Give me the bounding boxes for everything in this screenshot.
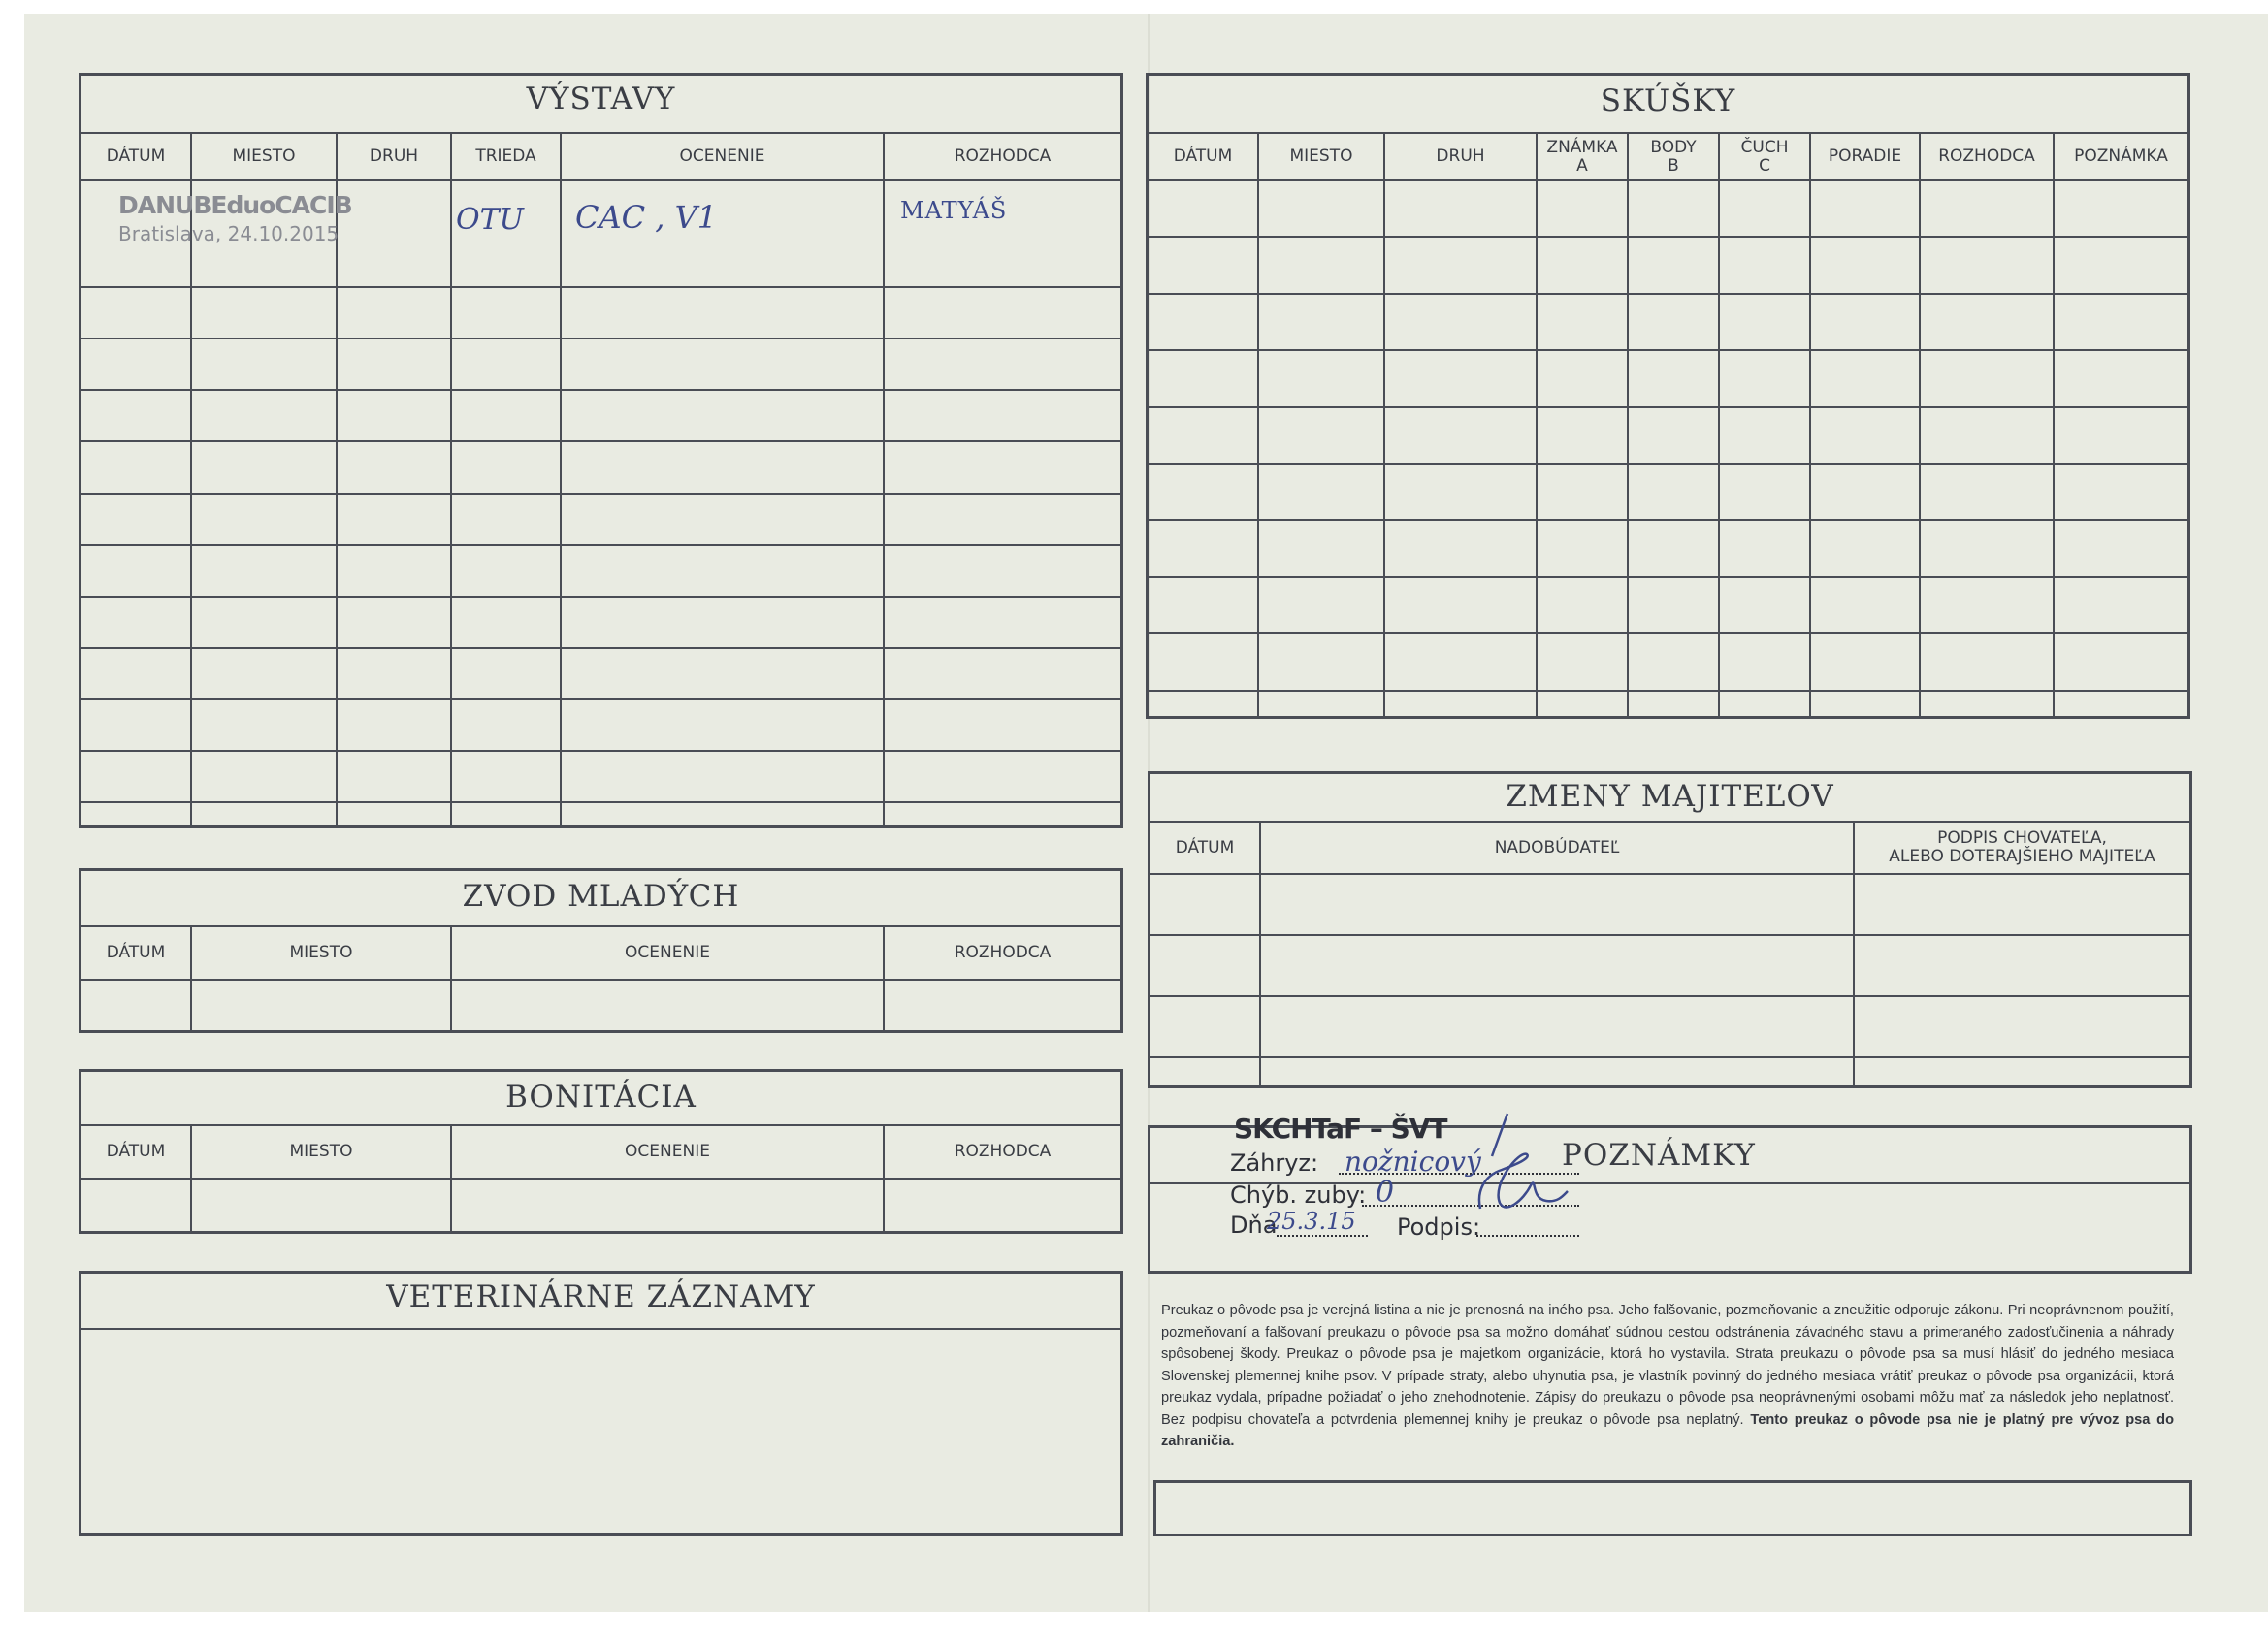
- col-header: OCENENIE: [561, 133, 884, 180]
- stamp-org: SKCHTaF – ŠVT: [1234, 1113, 1447, 1145]
- stamp-dna-label: Dňa: [1230, 1212, 1278, 1239]
- entry-class-cell: [451, 180, 561, 287]
- stamp-dna-dots: [1277, 1235, 1368, 1237]
- col-header: ČUCH C: [1719, 133, 1810, 180]
- zmeny-title: ZMENY MAJITEĽOV: [1506, 779, 1834, 814]
- legal-notice: [1161, 1300, 2174, 1453]
- vystavy-title: VÝSTAVY: [526, 81, 676, 116]
- show-stamp-place-date: Bratislava, 24.10.2015: [118, 222, 340, 245]
- bottom-blank-field: [1153, 1480, 2192, 1536]
- col-header: MIESTO: [191, 133, 337, 180]
- table-row: [81, 597, 1120, 648]
- stamp-zahryz-value: nožnicový: [1345, 1146, 1481, 1178]
- col-header: DRUH: [337, 133, 451, 180]
- legal-text: Preukaz o pôvode psa je verejná listina a nie je prenosná na iného psa. Jeho falšovanie, pozmeňovanie a zneužitie odporuje zákonu. Pri neoprávnenom použití, pozmeňovaní a falšovaní preukazu o pôvode psa sa možno domáhať súdnou cestou odstránenia závadného stavu a primeraného zadosťučinenia a náhrady spôsobenej škody. Preukaz o pôvode psa je majetkom organizácie, ktorá ho vystavila. Strata preukazu o pôvode psa sa musí hlásiť do jedného mesiaca Slovenskej plemennej knihe psov. V prípade straty, alebo uhynutia psa, je vlastník povinný do jedného mesiaca vrátiť preukaz o pôvode psa organizácii, ktorá preukaz vydala, prípadne požiadať o jeho znehodnotenie. Zápisy do preukazu o pôvode psa neoprávnenými osobami môžu mať za následok jeho neplatnosť. Bez podpisu chovateľa a potvrdenia plemennej knihy je preukaz o pôvode psa neplatný.: [1161, 1303, 2174, 1428]
- skusky-header-row: [1149, 133, 2187, 180]
- col-header: NADOBÚDATEĽ: [1260, 822, 1854, 874]
- table-row: [1149, 633, 2187, 690]
- entry-type-cell: [337, 180, 451, 287]
- inspection-stamp: [1230, 1109, 1594, 1254]
- table-row: [1150, 1057, 2189, 1088]
- entry-award-cell: [561, 180, 884, 287]
- col-header: TRIEDA: [451, 133, 561, 180]
- table-row: [1150, 996, 2189, 1057]
- table-row: [81, 648, 1120, 699]
- col-header: ROZHODCA: [884, 133, 1120, 180]
- vystavy-table: [81, 132, 1120, 828]
- table-row: [81, 494, 1120, 545]
- col-header: MIESTO: [191, 1125, 451, 1179]
- table-row: [81, 1179, 1120, 1234]
- col-header: MIESTO: [1258, 133, 1384, 180]
- stamp-podpis-dots: [1476, 1235, 1579, 1237]
- veterinarne-section: [79, 1271, 1123, 1536]
- vystavy-header-row: [81, 133, 1120, 180]
- table-row: [1149, 464, 2187, 520]
- bonitacia-table: [81, 1124, 1120, 1234]
- table-row: [1149, 407, 2187, 464]
- table-row: [1150, 935, 2189, 996]
- table-row: [81, 441, 1120, 493]
- col-header: MIESTO: [191, 926, 451, 980]
- handwritten-signature: [1463, 1094, 1579, 1220]
- entry-judge-cell: [884, 180, 1120, 287]
- show-stamp-name: DANUBEduoCACIB: [118, 191, 352, 219]
- col-header: POZNÁMKA: [2054, 133, 2187, 180]
- col-header: ROZHODCA: [884, 926, 1120, 980]
- table-row: [1150, 874, 2189, 935]
- col-header: OCENENIE: [451, 926, 884, 980]
- entry-award: CAC , V1: [575, 199, 718, 236]
- table-row: [1149, 237, 2187, 293]
- col-header: DÁTUM: [1149, 133, 1258, 180]
- table-row: [1149, 520, 2187, 576]
- col-header: ROZHODCA: [884, 1125, 1120, 1179]
- skusky-title: SKÚŠKY: [1600, 83, 1736, 118]
- legal-export-note: Tento preukaz o pôvode psa nie je platný pre vývoz psa do zahraničia.: [1161, 1411, 2174, 1449]
- col-header: DÁTUM: [81, 1125, 191, 1179]
- table-row: [81, 751, 1120, 802]
- stamp-podpis-label: Podpis:: [1397, 1213, 1481, 1241]
- veterinarne-title: VETERINÁRNE ZÁZNAMY: [386, 1279, 816, 1314]
- table-row: [81, 802, 1120, 828]
- table-row: [81, 287, 1120, 339]
- entry-class: OTU: [456, 203, 524, 237]
- col-header: OCENENIE: [451, 1125, 884, 1179]
- col-header: DÁTUM: [1150, 822, 1260, 874]
- zvod-table: [81, 925, 1120, 1033]
- col-header: DÁTUM: [81, 926, 191, 980]
- vystavy-section: [79, 73, 1123, 828]
- col-header: BODY B: [1628, 133, 1719, 180]
- table-row: [81, 545, 1120, 597]
- table-row: [81, 339, 1120, 390]
- stamp-zuby-label: Chýb. zuby:: [1230, 1181, 1367, 1209]
- table-row: [81, 980, 1120, 1033]
- bonitacia-section: [79, 1069, 1123, 1234]
- table-row: [81, 699, 1120, 751]
- skusky-table: [1149, 132, 2187, 719]
- stamp-zahryz-label: Záhryz:: [1230, 1149, 1319, 1177]
- entry-date-cell: [81, 180, 352, 287]
- col-header: ROZHODCA: [1920, 133, 2054, 180]
- stamp-dna-value: 25.3.15: [1267, 1208, 1356, 1235]
- bonitacia-header-row: [81, 1125, 1120, 1179]
- table-row: [1149, 691, 2187, 719]
- col-header: PORADIE: [1810, 133, 1920, 180]
- col-header: ZNÁMKA A: [1537, 133, 1628, 180]
- entry-judge: MATYÁŠ: [900, 197, 1008, 224]
- stamp-zuby-value: 0: [1376, 1176, 1395, 1210]
- table-row: [1149, 350, 2187, 406]
- zmeny-table: [1150, 821, 2189, 1088]
- veterinarne-divider: [81, 1328, 1120, 1330]
- col-header: PODPIS CHOVATEĽA, ALEBO DOTERAJŠIEHO MAJITEĽA: [1854, 822, 2189, 874]
- zvod-header-row: [81, 926, 1120, 980]
- col-header: DÁTUM: [81, 133, 191, 180]
- zmeny-header-row: [1150, 822, 2189, 874]
- zmeny-section: [1148, 771, 2192, 1088]
- col-header: DRUH: [1384, 133, 1537, 180]
- table-row: [1149, 577, 2187, 633]
- poznamky-title: POZNÁMKY: [1562, 1138, 1756, 1173]
- table-row: [81, 390, 1120, 441]
- zvod-title: ZVOD MLADÝCH: [462, 879, 740, 914]
- table-row: [1149, 294, 2187, 350]
- bonitacia-title: BONITÁCIA: [505, 1080, 697, 1115]
- table-row: [81, 180, 1120, 287]
- skusky-section: [1146, 73, 2190, 719]
- table-row: [1149, 180, 2187, 237]
- zvod-section: [79, 868, 1123, 1033]
